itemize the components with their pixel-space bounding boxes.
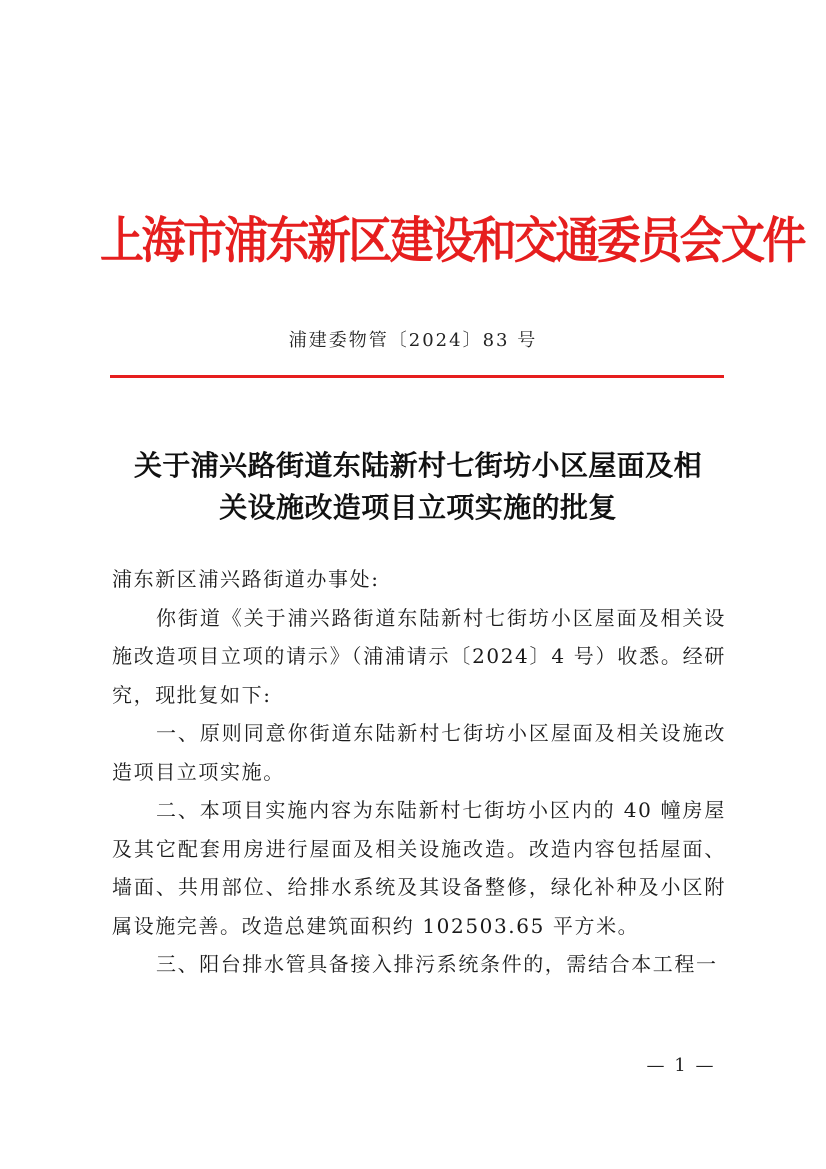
subject-line-2: 关设施改造项目立项实施的批复 xyxy=(219,491,617,524)
document-number: 浦建委物管〔2024〕83 号 xyxy=(288,330,538,351)
paragraph-item-2: 二、本项目实施内容为东陆新村七街坊小区内的 40 幢房屋及其它配套用房进行屋面及相关设施改造。改造内容包括屋面、墙面、共用部位、给排水系统及其设备整修，绿化补种及小区附属设施完善。改造总建筑面积约 102503.65 平方米。 xyxy=(112,798,726,938)
paragraph-item-1: 一、原则同意你街道东陆新村七街坊小区屋面及相关设施改造项目立项实施。 xyxy=(112,721,726,784)
masthead-title: 上海市浦东新区建设和交通委员会文件 xyxy=(100,212,804,270)
paragraph-intro: 你街道《关于浦兴路街道东陆新村七街坊小区屋面及相关设施改造项目立项的请示》（浦浦请示〔2024〕4 号）收悉。经研究，现批复如下: xyxy=(112,605,726,707)
document-subject xyxy=(105,445,731,529)
paragraph-item-3: 三、阳台排水管具备接入排污系统条件的，需结合本工程一 xyxy=(156,952,718,976)
page-number: — 1 — xyxy=(646,1055,716,1076)
red-separator-line xyxy=(110,375,724,378)
document-body xyxy=(112,560,726,984)
addressee: 浦东新区浦兴路街道办事处: xyxy=(112,567,380,591)
subject-line-1: 关于浦兴路街道东陆新村七街坊小区屋面及相 xyxy=(133,449,702,482)
